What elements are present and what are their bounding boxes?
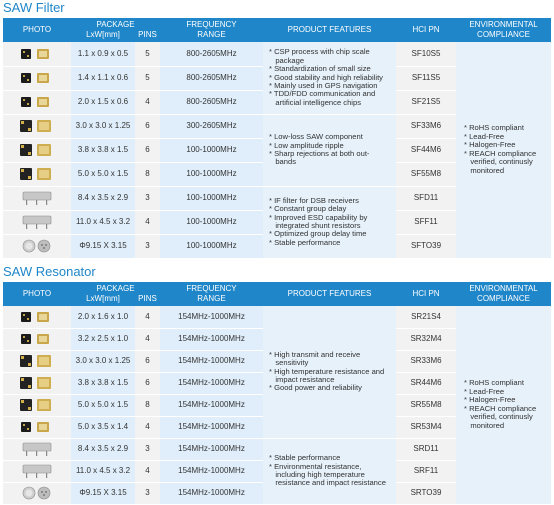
smd-chip-gold-icon [3, 142, 71, 158]
package-size: 8.4 x 3.5 x 2.9 [71, 186, 135, 210]
product-photo [3, 66, 71, 90]
product-features: * IF filter for DSB receivers * Constant group delay * Improved ESD capability by integrated shunt resistors * Optimized group delay time * Stable performance [263, 186, 396, 258]
hci-part-number: SR44M6 [396, 372, 456, 394]
dip-metal-package-icon [3, 190, 71, 206]
header-photo: PHOTO [3, 282, 71, 306]
round-can-icon [3, 485, 71, 501]
pin-count: 4 [135, 460, 160, 482]
frequency-range: 100-1000MHz [160, 138, 263, 162]
header-package: PACKAGE [71, 282, 160, 294]
hci-part-number: SRTO39 [396, 482, 456, 504]
smd-chip-black-icon [3, 419, 71, 435]
smd-chip-gold-icon [3, 118, 71, 134]
frequency-range: 154MHz-1000MHz [160, 372, 263, 394]
frequency-range: 100-1000MHz [160, 210, 263, 234]
smd-chip-black-icon [3, 46, 71, 62]
product-photo [3, 306, 71, 328]
header-environmental: ENVIRONMENTAL COMPLIANCE [456, 282, 551, 306]
smd-chip-black-icon [3, 331, 71, 347]
pin-count: 3 [135, 186, 160, 210]
product-photo [3, 42, 71, 66]
product-photo [3, 162, 71, 186]
package-size: 11.0 x 4.5 x 3.2 [71, 460, 135, 482]
frequency-range: 800-2605MHz [160, 42, 263, 66]
pin-count: 4 [135, 416, 160, 438]
package-size: 3.0 x 3.0 x 1.25 [71, 114, 135, 138]
pin-count: 6 [135, 372, 160, 394]
hci-part-number: SRD11 [396, 438, 456, 460]
pin-count: 5 [135, 66, 160, 90]
frequency-range: 154MHz-1000MHz [160, 350, 263, 372]
saw-filter-title: SAW Filter [3, 0, 65, 15]
product-photo [3, 138, 71, 162]
dip-metal-package-icon [3, 214, 71, 230]
frequency-range: 154MHz-1000MHz [160, 460, 263, 482]
package-size: 5.0 x 5.0 x 1.5 [71, 162, 135, 186]
round-can-icon [3, 238, 71, 254]
environmental-compliance: * RoHS compliant * Lead-Free * Halogen-Free * REACH compliance verified, continusly monitored [456, 306, 551, 504]
saw-resonator-table [3, 282, 551, 505]
product-features: * Low-loss SAW component * Low amplitude ripple * Sharp rejections at both out- bands [263, 114, 396, 186]
saw-resonator-title: SAW Resonator [3, 264, 96, 279]
pin-count: 3 [135, 438, 160, 460]
frequency-range: 100-1000MHz [160, 186, 263, 210]
header-photo: PHOTO [3, 18, 71, 42]
product-photo [3, 328, 71, 350]
product-photo [3, 114, 71, 138]
package-size: Φ9.15 X 3.15 [71, 482, 135, 504]
table-row [3, 42, 551, 66]
frequency-range: 800-2605MHz [160, 66, 263, 90]
package-size: 8.4 x 3.5 x 2.9 [71, 438, 135, 460]
frequency-range: 154MHz-1000MHz [160, 482, 263, 504]
smd-chip-gold-icon [3, 397, 71, 413]
hci-part-number: SR53M4 [396, 416, 456, 438]
table-row [3, 306, 551, 328]
frequency-range: 154MHz-1000MHz [160, 328, 263, 350]
header-features: PRODUCT FEATURES [263, 282, 396, 306]
hci-part-number: SF33M6 [396, 114, 456, 138]
header-features: PRODUCT FEATURES [263, 18, 396, 42]
smd-chip-gold-icon [3, 166, 71, 182]
smd-chip-gold-icon [3, 375, 71, 391]
hci-part-number: SF10S5 [396, 42, 456, 66]
pin-count: 8 [135, 162, 160, 186]
frequency-range: 100-1000MHz [160, 162, 263, 186]
frequency-range: 154MHz-1000MHz [160, 306, 263, 328]
product-features: * High transmit and receive sensitivity * High temperature resistance and impact resistance * Good power and reliability [263, 306, 396, 438]
pin-count: 3 [135, 482, 160, 504]
product-photo [3, 482, 71, 504]
header-lxw: LxW[mm] [71, 30, 135, 42]
header-environmental: ENVIRONMENTAL COMPLIANCE [456, 18, 551, 42]
package-size: 3.0 x 3.0 x 1.25 [71, 350, 135, 372]
pin-count: 8 [135, 394, 160, 416]
dip-metal-package-icon [3, 463, 71, 479]
header-pins: PINS [135, 294, 160, 306]
package-size: 3.8 x 3.8 x 1.5 [71, 138, 135, 162]
product-photo [3, 210, 71, 234]
header-pins: PINS [135, 30, 160, 42]
frequency-range: 300-2605MHz [160, 114, 263, 138]
environmental-compliance: * RoHS compliant * Lead-Free * Halogen-Free * REACH compliance verified, continusly monitored [456, 42, 551, 258]
product-features: * Stable performance * Environmental resistance, including high temperature resistance and impact resistance [263, 438, 396, 504]
pin-count: 4 [135, 90, 160, 114]
product-photo [3, 234, 71, 258]
smd-chip-black-icon [3, 94, 71, 110]
hci-part-number: SR21S4 [396, 306, 456, 328]
pin-count: 4 [135, 306, 160, 328]
smd-chip-gold-icon [3, 353, 71, 369]
smd-chip-black-icon [3, 309, 71, 325]
header-frequency: FREQUENCY RANGE [160, 282, 263, 306]
header-lxw: LxW[mm] [71, 294, 135, 306]
package-size: 2.0 x 1.5 x 0.6 [71, 90, 135, 114]
hci-part-number: SR32M4 [396, 328, 456, 350]
dip-metal-package-icon [3, 441, 71, 457]
saw-filter-table [3, 18, 551, 259]
pin-count: 4 [135, 328, 160, 350]
product-photo [3, 438, 71, 460]
package-size: 11.0 x 4.5 x 3.2 [71, 210, 135, 234]
smd-chip-black-icon [3, 70, 71, 86]
frequency-range: 800-2605MHz [160, 90, 263, 114]
frequency-range: 154MHz-1000MHz [160, 394, 263, 416]
product-photo [3, 460, 71, 482]
product-photo [3, 372, 71, 394]
header-hci-pn: HCI PN [396, 282, 456, 306]
package-size: Φ9.15 X 3.15 [71, 234, 135, 258]
hci-part-number: SF21S5 [396, 90, 456, 114]
hci-part-number: SF55M8 [396, 162, 456, 186]
package-size: 3.8 x 3.8 x 1.5 [71, 372, 135, 394]
package-size: 1.4 x 1.1 x 0.6 [71, 66, 135, 90]
pin-count: 5 [135, 42, 160, 66]
pin-count: 3 [135, 234, 160, 258]
frequency-range: 154MHz-1000MHz [160, 416, 263, 438]
product-photo [3, 186, 71, 210]
hci-part-number: SFF11 [396, 210, 456, 234]
hci-part-number: SF44M6 [396, 138, 456, 162]
header-package: PACKAGE [71, 18, 160, 30]
product-photo [3, 350, 71, 372]
hci-part-number: SRF11 [396, 460, 456, 482]
pin-count: 6 [135, 114, 160, 138]
hci-part-number: SFTO39 [396, 234, 456, 258]
pin-count: 6 [135, 350, 160, 372]
hci-part-number: SR55M8 [396, 394, 456, 416]
package-size: 5.0 x 5.0 x 1.5 [71, 394, 135, 416]
pin-count: 6 [135, 138, 160, 162]
package-size: 5.0 x 3.5 x 1.4 [71, 416, 135, 438]
pin-count: 4 [135, 210, 160, 234]
hci-part-number: SR33M6 [396, 350, 456, 372]
header-frequency: FREQUENCY RANGE [160, 18, 263, 42]
product-photo [3, 394, 71, 416]
frequency-range: 154MHz-1000MHz [160, 438, 263, 460]
package-size: 3.2 x 2.5 x 1.0 [71, 328, 135, 350]
product-features: * CSP process with chip scale package * Standardization of small size * Good stability and high reliability * Mainly used in GPS navigation * TDD/FDD communication and artificial intelligence chips [263, 42, 396, 114]
product-photo [3, 90, 71, 114]
package-size: 2.0 x 1.6 x 1.0 [71, 306, 135, 328]
hci-part-number: SFD11 [396, 186, 456, 210]
header-hci-pn: HCI PN [396, 18, 456, 42]
hci-part-number: SF11S5 [396, 66, 456, 90]
package-size: 1.1 x 0.9 x 0.5 [71, 42, 135, 66]
product-photo [3, 416, 71, 438]
frequency-range: 100-1000MHz [160, 234, 263, 258]
